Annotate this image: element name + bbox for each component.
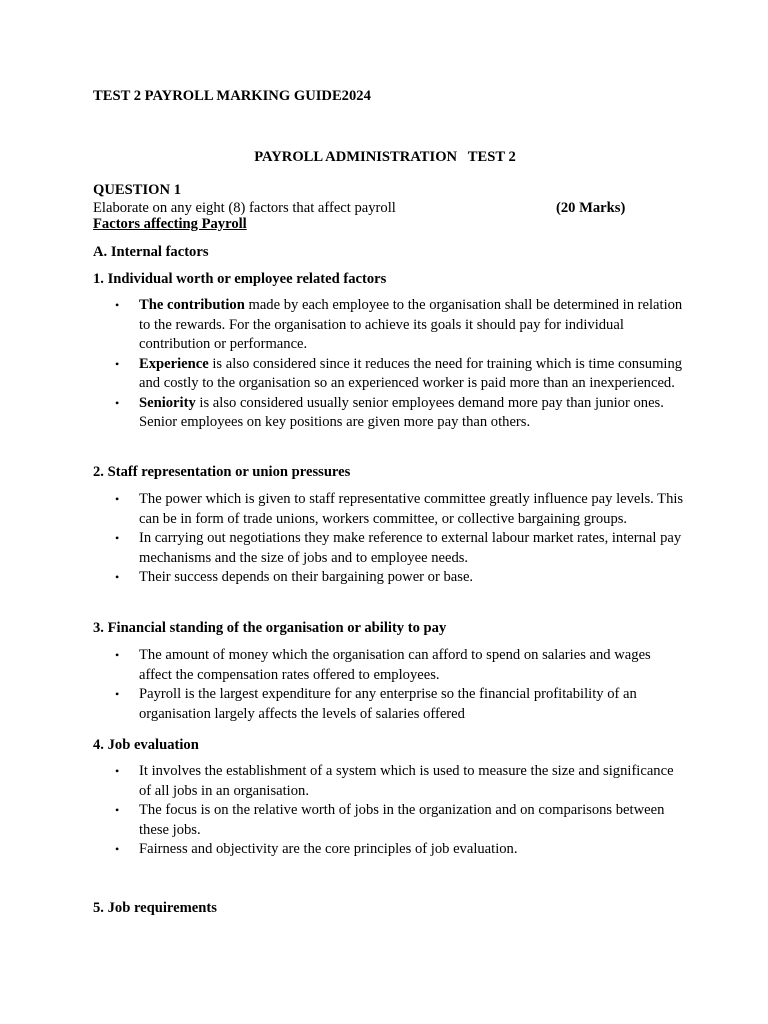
topic-heading: Factors affecting Payroll [93, 216, 247, 232]
section-1-list [93, 296, 693, 433]
list-item [93, 394, 693, 433]
item-text: Their success depends on their bargaining power or base. [139, 569, 474, 585]
question-marks: (20 Marks) [556, 200, 626, 216]
list-item [93, 646, 693, 685]
bullet-icon: • [115, 842, 120, 856]
item-text: In carrying out negotiations they make reference to external labour market rates, internal pay mechanisms and the size of jobs and to employee needs. [139, 530, 682, 566]
bullet-icon: • [115, 687, 120, 701]
item-text: Fairness and objectivity are the core principles of job evaluation. [139, 841, 518, 857]
bullet-icon: • [115, 764, 120, 778]
section-3-list [93, 646, 693, 724]
list-item [93, 840, 693, 860]
section-5-heading: 5. Job requirements [93, 900, 217, 916]
section-2-heading: 2. Staff representation or union pressures [93, 464, 351, 480]
internal-factors-heading: A. Internal factors [93, 244, 209, 260]
bullet-icon: • [115, 356, 120, 371]
item-lead: Experience [139, 355, 209, 372]
list-item [93, 568, 693, 588]
item-text: made by each employee to the organisation shall be determined in relation to the rewards. For the organisation to achieve its goals it should pay for individual contribution or performance. [139, 297, 683, 352]
list-item [93, 762, 693, 801]
question-label: QUESTION 1 [93, 182, 181, 198]
item-text: is also considered since it reduces the need for training which is time consuming and costly to the organisation so an experienced worker is paid more than an inexperienced. [139, 355, 683, 391]
bullet-icon: • [115, 492, 120, 506]
bullet-icon: • [115, 648, 120, 662]
section-3-heading: 3. Financial standing of the organisation or ability to pay [93, 620, 447, 636]
guide-title: TEST 2 PAYROLL MARKING GUIDE2024 [93, 88, 371, 104]
section-2-list [93, 490, 693, 588]
bullet-icon: • [115, 531, 120, 545]
item-text: The amount of money which the organisation can afford to spend on salaries and wages affect the compensation rates offered to employees. [139, 647, 651, 683]
bullet-icon: • [115, 803, 120, 817]
item-text: Payroll is the largest expenditure for any enterprise so the financial profitability of an organisation largely affects the levels of salaries offered [139, 686, 637, 722]
section-4-list [93, 762, 693, 860]
item-text: The power which is given to staff representative committee greatly influence pay levels. This can be in form of trade unions, workers committee, or collective bargaining groups. [139, 491, 684, 527]
question-prompt: Elaborate on any eight (8) factors that affect payroll [93, 200, 396, 216]
list-item [93, 529, 693, 568]
item-text: It involves the establishment of a system which is used to measure the size and significance of all jobs in an organisation. [139, 763, 674, 799]
list-item [93, 685, 693, 724]
section-1-heading: 1. Individual worth or employee related factors [93, 271, 387, 287]
list-item [93, 296, 693, 355]
item-lead: Seniority [139, 394, 196, 411]
section-4-heading: 4. Job evaluation [93, 737, 199, 753]
list-item [93, 490, 693, 529]
bullet-icon: • [115, 298, 120, 312]
bullet-icon: • [115, 395, 120, 410]
test-title: PAYROLL ADMINISTRATION TEST 2 [254, 149, 516, 165]
bullet-icon: • [115, 570, 120, 584]
list-item [93, 801, 693, 840]
list-item [93, 355, 693, 394]
item-text: The focus is on the relative worth of jobs in the organization and on comparisons between these jobs. [139, 802, 665, 838]
document-page [93, 0, 693, 1024]
item-text: is also considered usually senior employees demand more pay than junior ones. Senior employees on key positions are given more pay than others. [139, 394, 664, 430]
item-lead: The contribution [139, 297, 245, 313]
